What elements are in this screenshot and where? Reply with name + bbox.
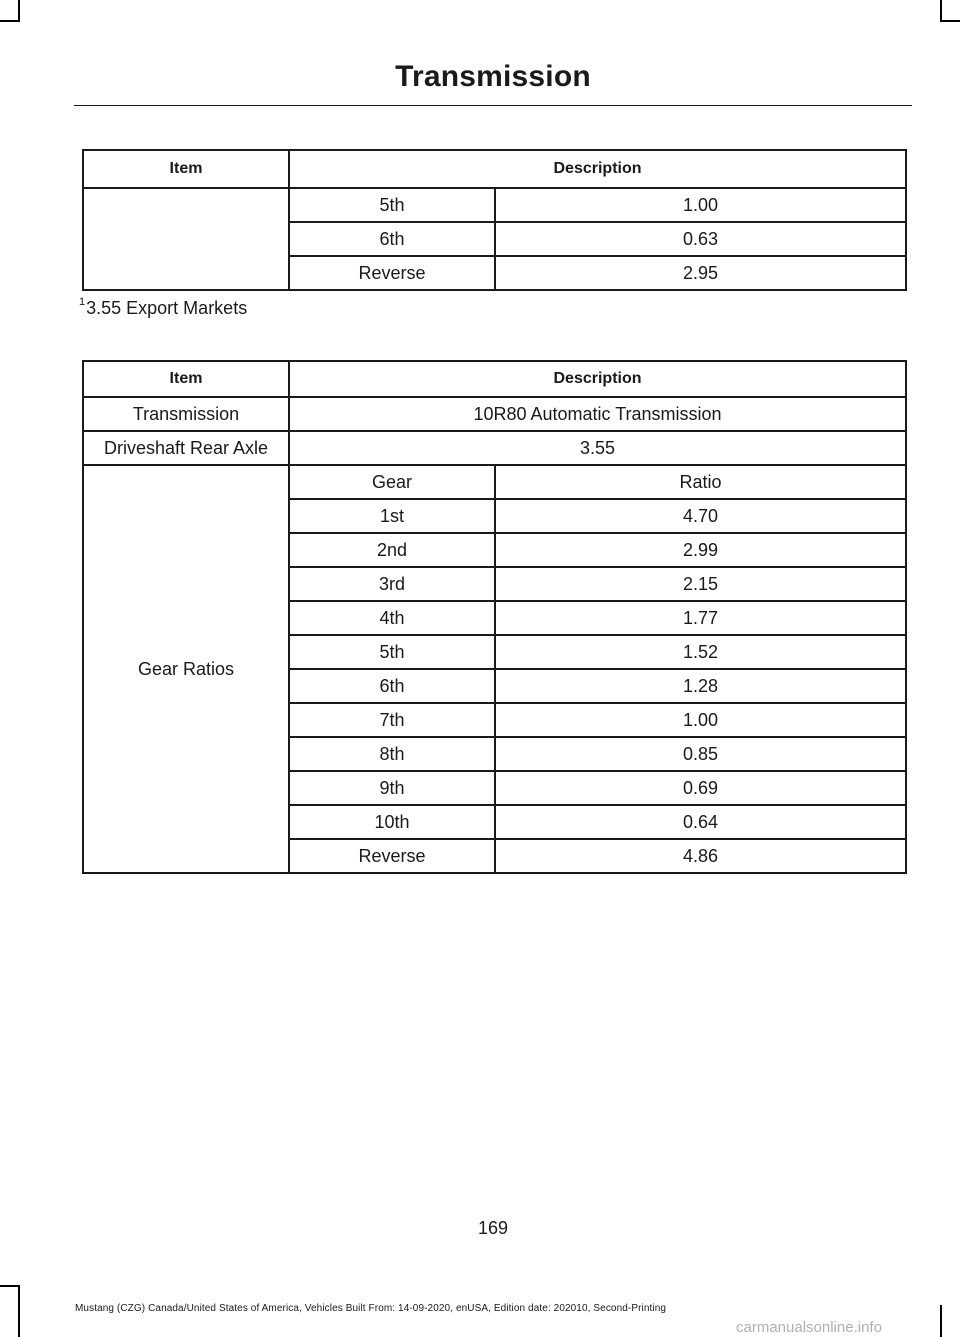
- transmission-spec-table: [82, 360, 907, 874]
- transmission-value: 10R80 Automatic Transmission: [289, 397, 906, 431]
- ratio-cell: 2.95: [495, 256, 906, 290]
- gear-cell: Reverse: [289, 839, 495, 873]
- crop-mark-top-left-vertical: [18, 0, 20, 22]
- crop-mark-bottom-right-vertical: [940, 1305, 942, 1337]
- header-description: Description: [289, 361, 906, 397]
- gear-cell: 8th: [289, 737, 495, 771]
- axle-label: Driveshaft Rear Axle: [83, 431, 289, 465]
- gear-cell: 3rd: [289, 567, 495, 601]
- header-description: Description: [289, 150, 906, 188]
- gear-cell: 5th: [289, 188, 495, 222]
- gear-cell: 10th: [289, 805, 495, 839]
- title-rule: [74, 105, 912, 106]
- header-item: Item: [83, 150, 289, 188]
- gear-header: Gear: [289, 465, 495, 499]
- ratio-cell: 2.99: [495, 533, 906, 567]
- table-row: [83, 188, 906, 222]
- ratio-cell: 1.00: [495, 703, 906, 737]
- ratio-table-continued: [82, 149, 907, 291]
- header-item: Item: [83, 361, 289, 397]
- ratio-cell: 1.52: [495, 635, 906, 669]
- axle-value: 3.55: [289, 431, 906, 465]
- gear-cell: 4th: [289, 601, 495, 635]
- ratio-cell: 0.85: [495, 737, 906, 771]
- item-cell-empty: [83, 188, 289, 290]
- footnote-marker: 1: [79, 296, 86, 308]
- crop-mark-top-left-horizontal: [0, 20, 20, 22]
- table-header-row: [83, 150, 906, 188]
- ratio-cell: 1.00: [495, 188, 906, 222]
- ratio-cell: 2.15: [495, 567, 906, 601]
- table-row: [83, 431, 906, 465]
- gear-cell: 6th: [289, 222, 495, 256]
- crop-mark-bottom-left-horizontal: [0, 1285, 20, 1287]
- ratio-cell: 0.69: [495, 771, 906, 805]
- footnote-text: 3.55 Export Markets: [86, 298, 248, 318]
- ratio-cell: 4.70: [495, 499, 906, 533]
- ratio-cell: 0.63: [495, 222, 906, 256]
- gear-cell: 2nd: [289, 533, 495, 567]
- ratio-cell: 4.86: [495, 839, 906, 873]
- table-header-row: [83, 361, 906, 397]
- gear-cell: 5th: [289, 635, 495, 669]
- page-title: Transmission: [395, 60, 591, 93]
- ratio-cell: 1.77: [495, 601, 906, 635]
- table-row: [83, 397, 906, 431]
- gear-cell: 1st: [289, 499, 495, 533]
- footer-edition-text: Mustang (CZG) Canada/United States of America, Vehicles Built From: 14-09-2020, enUSA, Edition date: 202010, Second-Printing: [75, 1303, 667, 1314]
- crop-mark-bottom-left-vertical: [18, 1285, 20, 1337]
- gear-cell: 6th: [289, 669, 495, 703]
- table-row: [83, 465, 906, 499]
- crop-mark-top-right-vertical: [940, 0, 942, 22]
- footnote: [79, 298, 247, 319]
- ratio-cell: 0.64: [495, 805, 906, 839]
- transmission-label: Transmission: [83, 397, 289, 431]
- crop-mark-top-right-horizontal: [940, 20, 960, 22]
- gear-cell: Reverse: [289, 256, 495, 290]
- ratio-cell: 1.28: [495, 669, 906, 703]
- ratio-header: Ratio: [495, 465, 906, 499]
- gear-cell: 9th: [289, 771, 495, 805]
- gear-ratios-label: Gear Ratios: [83, 465, 289, 873]
- page-number: 169: [477, 1218, 509, 1238]
- gear-cell: 7th: [289, 703, 495, 737]
- watermark: carmanualsonline.info: [736, 1319, 882, 1336]
